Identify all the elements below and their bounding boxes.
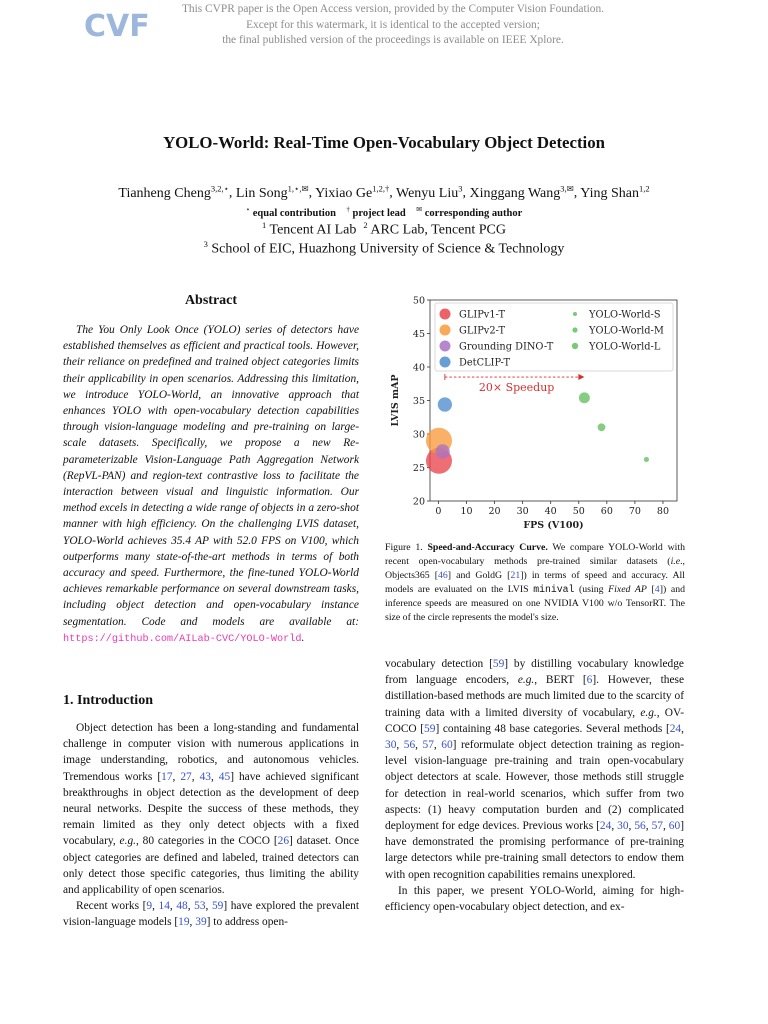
affiliation-line-2: $^3$ School of EIC, Huazhong University of Science & Technology: [203, 239, 565, 257]
legend-label: Grounding DINO-T: [459, 341, 554, 353]
citation-link[interactable]: 57: [422, 739, 434, 752]
citation-link[interactable]: 57: [651, 820, 663, 833]
paragraph: In this paper, we present YOLO-World, aiming for high-efficiency open-vocabulary object detection, and ex-: [385, 884, 684, 914]
legend-label: YOLO-World-S: [589, 309, 661, 321]
citation-link[interactable]: 56: [634, 820, 646, 833]
section-heading-introduction: 1. Introduction: [63, 693, 153, 708]
x-tick-label: 0: [435, 506, 442, 517]
author-name: Ying Shan$^{1,2}$: [580, 183, 650, 201]
legend-marker: [440, 357, 451, 368]
cvf-logo: [82, 4, 150, 44]
speed-accuracy-chart: [385, 294, 685, 534]
legend-label: YOLO-World-L: [589, 341, 661, 353]
watermark: [150, 2, 636, 49]
figure-caption: Figure 1. Speed-and-Accuracy Curve. We compare YOLO-World with recent open-vocabulary methods pre-trained similar datasets (i.e., Objects365 [46] and GoldG [21]) in terms of speed and accuracy. All models are evaluated on the LVIS minival (using Fixed AP [4]) and inference speeds are measured on one NVIDIA V100 w/o TensorRT. The size of the circle represents the model's size.: [385, 542, 686, 623]
cvf-logo-text: CVF: [84, 9, 150, 44]
x-tick-label: 10: [460, 506, 473, 517]
x-tick-label: 40: [544, 506, 557, 517]
x-tick-label: 50: [572, 506, 585, 517]
legend-label: GLIPv2-T: [459, 325, 506, 337]
abstract-heading: Abstract: [184, 293, 238, 308]
legend-label: DetCLIP-T: [459, 357, 511, 369]
x-axis-label: FPS (V100): [523, 520, 584, 531]
citation-link[interactable]: 19: [178, 916, 190, 929]
legend-marker: [572, 327, 577, 332]
legend-marker: [440, 325, 451, 336]
y-tick-label: 25: [412, 462, 425, 474]
citation-link[interactable]: 21: [510, 569, 521, 581]
data-point: [598, 423, 606, 431]
abstract-body: The You Only Look Once (YOLO) series of detectors have established themselves as efficient and practical tools. However, their reliance on predefined and trained object categories limits their applicability in open scenarios. Addressing this limitation, we introduce YOLO-World, an innovative approach that enhances YOLO with open-vocabulary detection capabilities through vision-language modeling and pre-training on large-scale datasets. Specifically, we propose a new Re-parameterizable Vision-Language Path Aggregation Network (RepVL-PAN) and region-text contrastive loss to facilitate the interaction between visual and linguistic information. Our method excels in detecting a wide range of objects in a zero-shot manner with high efficiency. On the challenging LVIS dataset, YOLO-World achieves 35.4 AP with 52.0 FPS on V100, which outperforms many state-of-the-art methods in terms of both accuracy and speed. Furthermore, the fine-tuned YOLO-World achieves remarkable performance on several downstream tasks, including object detection and open-vocabulary instance segmentation. Code and models are available at:: [63, 324, 359, 628]
data-point: [579, 392, 590, 403]
x-tick-label: 80: [656, 506, 670, 517]
affiliation-line-1: $^1$ Tencent AI Lab $^2$ ARC Lab, Tencent PCG: [262, 220, 506, 238]
y-axis-label: LVIS mAP: [390, 374, 401, 427]
legend-marker: [440, 341, 451, 352]
citation-link[interactable]: 46: [437, 569, 448, 581]
x-tick-label: 70: [628, 506, 641, 517]
data-point: [435, 444, 449, 458]
speedup-label: 20× Speedup: [478, 381, 555, 395]
author-name: Wenyu Liu$^3$: [395, 183, 463, 201]
legend-label: GLIPv1-T: [459, 309, 506, 321]
paragraph: vocabulary detection [59] by distilling vocabulary knowledge from language encoders, e.g., BERT [6]. However, these distillation-based methods are much limited due to the scarcity of training data with a limited diversity of vocabulary, e.g., OV-COCO [59] containing 48 base categories. Several methods [24, 30, 56, 57, 60] reformulate object detection training as region-level vision-language pre-training and train open-vocabulary object detectors at scale. However, those methods still struggle for detection in real-world scenarios, which suffer from two aspects: (1) heavy computation burden and (2) complicated deployment for edge devices. Previous works [24, 30, 56, 57, 60] have demonstrated the promising performance of pre-training large detectors while pre-training small detectors to endow them with open recognition capabilities remains unexplored.: [385, 658, 684, 881]
author-notes: [0, 205, 768, 219]
citation-link[interactable]: 45: [218, 770, 231, 783]
citation-link[interactable]: 26: [277, 835, 290, 848]
x-tick-label: 30: [516, 506, 529, 517]
citation-link[interactable]: 53: [194, 900, 206, 913]
y-tick-label: 45: [412, 328, 425, 340]
citation-link[interactable]: 4: [654, 583, 660, 595]
x-tick-label: 60: [600, 506, 613, 517]
citation-link[interactable]: 24: [599, 820, 612, 833]
code-link[interactable]: https://github.com/AILab-CVC/YOLO-World: [63, 633, 302, 645]
citation-link[interactable]: 59: [424, 722, 436, 735]
citation-link[interactable]: 24: [669, 722, 682, 735]
citation-link[interactable]: 6: [586, 674, 593, 687]
paragraph: Object detection has been a long-standing and fundamental challenge in computer vision with numerous applications in image understanding, robotics, and autonomous vehicles. Tremendous works [17, 27, 43, 45] have achieved significant breakthroughs in object detection as the development of deep neural networks. Despite the success of these methods, they remain limited as they only detect objects with a fixed vocabulary, e.g., 80 categories in the COCO [26] dataset. Once object categories are defined and labeled, trained detectors can only detect those specific categories, thus limiting the ability and applicability of open scenarios.: [63, 722, 359, 897]
citation-link[interactable]: 39: [195, 916, 207, 929]
y-tick-label: 40: [412, 362, 425, 374]
abstract-text: The You Only Look Once (YOLO) series of detectors have established themselves as efficient and practical tools. However, their reliance on predefined and trained object categories limits their applicability in open scenarios. Addressing this limitation, we introduce YOLO-World, an innovative approach that enhances YOLO with open-vocabulary detection capabilities through vision-language modeling and pre-training on large-scale datasets. Specifically, we propose a new Re-parameterizable Vision-Language Path Aggregation Network (RepVL-PAN) and region-text contrastive loss to facilitate the interaction between visual and linguistic information. Our method excels in detecting a wide range of objects in a zero-shot manner with high efficiency. On the challenging LVIS dataset, YOLO-World achieves 35.4 AP with 52.0 FPS on V100, which outperforms many state-of-the-art methods in terms of both accuracy and speed. Furthermore, the fine-tuned YOLO-World achieves remarkable performance on several downstream tasks, including object detection and open-vocabulary instance segmentation. Code and models are available at: https://github.com/AILab-CVC/YOLO-World.: [63, 324, 359, 645]
legend-marker: [573, 312, 577, 316]
citation-link[interactable]: 56: [403, 739, 416, 752]
author-name: Xinggang Wang$^{3,✉}$: [469, 183, 574, 201]
citation-link[interactable]: 14: [158, 900, 170, 913]
citation-link[interactable]: 27: [180, 770, 192, 783]
citation-link[interactable]: 43: [199, 770, 211, 783]
watermark-line: This CVPR paper is the Open Access version, provided by the Computer Vision Foundation.: [181, 3, 605, 15]
citation-link[interactable]: 60: [668, 820, 681, 833]
note-item: † project lead: [346, 205, 406, 219]
legend-marker: [572, 343, 578, 349]
citation-link[interactable]: 48: [176, 900, 188, 913]
intro-column-2: [385, 656, 684, 915]
citation-link[interactable]: 30: [385, 739, 397, 752]
author-name: Yixiao $Ge^{1,2,\dagger}$: [315, 183, 390, 201]
data-point: [644, 457, 649, 462]
citation-link[interactable]: 59: [492, 658, 505, 670]
y-tick-label: 20: [412, 496, 425, 508]
author-name: Tianheng Cheng$^{3,2,⋆}$: [118, 183, 229, 201]
y-tick-label: 30: [412, 429, 425, 441]
citation-link[interactable]: 9: [146, 900, 153, 913]
author-list: Tianheng Cheng$^{3,2,⋆}$, Lin Song$^{1,⋆,✉}$, Yixiao $Ge^{1,2,\dagger}$, Wenyu Liu$^3$, Xinggang Wang$^{3,✉}$, Ying Shan$^{1,2}$: [118, 183, 650, 201]
paragraph: Recent works [9, 14, 48, 53, 59] have explored the prevalent vision-language models [19, 39] to address open-: [63, 900, 360, 929]
watermark-line: Except for this watermark, it is identical to the accepted version;: [246, 18, 540, 31]
paper-title: YOLO-World: Real-Time Open-Vocabulary Object Detection: [163, 133, 605, 152]
note-item: ✉ corresponding author: [416, 205, 523, 219]
watermark-line: the final published version of the proceedings is available on IEEE Xplore.: [222, 34, 564, 46]
legend-marker: [440, 309, 451, 320]
citation-link[interactable]: 59: [211, 900, 224, 913]
author-name: Lin Song$^{1,⋆,✉}$: [235, 183, 309, 201]
data-point: [438, 397, 452, 411]
intro-column-1: [63, 720, 359, 931]
y-tick-label: 35: [412, 395, 425, 407]
citation-link[interactable]: 60: [441, 739, 453, 752]
legend-label: YOLO-World-M: [589, 325, 664, 337]
citation-link[interactable]: 17: [161, 770, 173, 783]
y-tick-label: 50: [412, 295, 425, 307]
citation-link[interactable]: 30: [617, 820, 629, 833]
note-item: ⋆ equal contribution: [245, 205, 336, 219]
x-tick-label: 20: [488, 506, 501, 517]
speedup-arrowhead: [578, 374, 584, 380]
